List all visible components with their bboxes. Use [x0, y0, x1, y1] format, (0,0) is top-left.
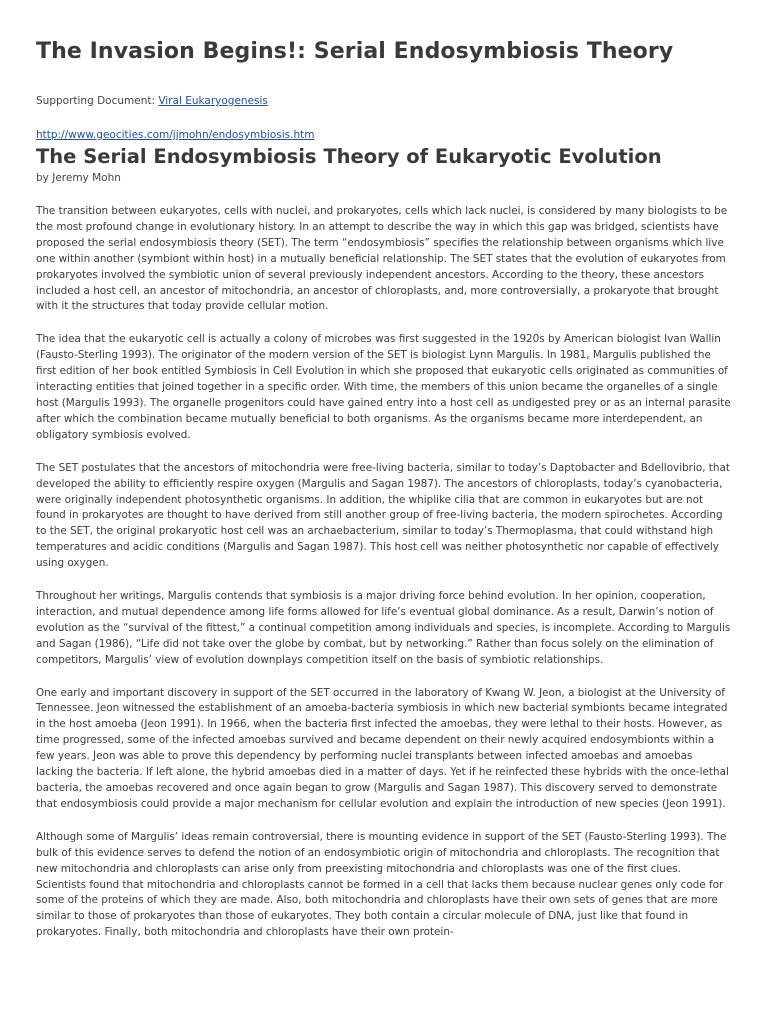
paragraph-3: The SET postulates that the ancestors of mitochondria were free-living bacteria, similar to today’s Daptobacter and Bdellovibrio, that developed the ability to efficiently respire oxygen (Margulis and Sagan 1987). The ancestors of chloroplasts, today’s cyanobacteria, were originally independent photosynthetic organisms. In addition, the whiplike cilia that are common in eukaryotes but are not found in prokaryotes are thought to have derived from still another group of free-living bacteria, the modern spirochetes. According to the SET, the original prokaryotic host cell was an archaebacterium, similar to today’s Thermoplasma, that could withstand high temperatures and acidic conditions (Margulis and Sagan 1987). This host cell was neither photosynthetic nor capable of effectively using oxygen.	[36, 461, 730, 570]
article-body	[36, 204, 732, 941]
paragraph-1: The transition between eukaryotes, cells with nuclei, and prokaryotes, cells which lack nuclei, is considered by many biologists to be the most profound change in evolutionary history. In an attempt to describe the way in which this gap was bridged, scientists have proposed the serial endosymbiosis theory (SET). The term “endosymbiosis” specifies the relationship between organisms which live one within another (symbiont within host) in a mutually beneficial relationship. The SET states that the evolution of eukaryotes from prokaryotes involved the symbiotic union of several previously independent ancestors. According to the theory, these ancestors included a host cell, an ancestor of mitochondria, an ancestor of chloroplasts, and, more controversially, a prokaryote that brought with it the structures that today provide cellular motion.	[36, 205, 728, 313]
paragraph-2: The idea that the eukaryotic cell is actually a colony of microbes was first suggested in the 1920s by American biologist Ivan Wallin (Fausto-Sterling 1993). The originator of the modern version of the SET is biologist Lynn Margulis. In 1981, Margulis published the first edition of her book entitled Symbiosis in Cell Evolution in which she proposed that eukaryotic cells originated as communities of interacting entities that joined together in a specific order. With time, the members of this union became the organelles of a single host (Margulis 1993). The organelle progenitors could have gained entry into a host cell as undigested prey or as an internal parasite after which the combination became mutually beneficial to both organisms. As the organisms became more interdependent, an obligatory symbiosis evolved.	[36, 333, 731, 441]
page-title: The Invasion Begins!: Serial Endosymbiosis Theory	[36, 39, 674, 64]
supporting-document-line	[36, 94, 732, 108]
paragraph-5: One early and important discovery in support of the SET occurred in the laboratory of Kwang W. Jeon, a biologist at the University of Tennessee. Jeon witnessed the establishment of an amoeba-bacteria symbiosis in which new bacterial symbionts became integrated in the host amoeba (Jeon 1991). In 1966, when the bacteria first infected the amoebas, they were lethal to their hosts. However, as time progressed, some of the infected amoebas survived and became dependent on their newly acquired endosymbionts within a few years. Jeon was able to prove this dependency by performing nuclei transplants between infected amoebas and amoebas lacking the bacteria. If left alone, the hybrid amoebas died in a matter of days. Yet if he reinfected these hybrids with the once-lethal bacteria, the amoebas recovered and once again began to grow (Margulis and Sagan 1987). This discovery served to demonstrate that endosymbiosis could provide a major mechanism for cellular evolution and explain the introduction of new species (Jeon 1991).	[36, 686, 729, 810]
article-title: The Serial Endosymbiosis Theory of Eukaryotic Evolution	[36, 145, 662, 168]
supporting-document-label: Supporting Document:	[36, 95, 159, 107]
source-url-link[interactable]: http://www.geocities.com/jjmohn/endosymbiosis.htm	[36, 129, 315, 141]
supporting-document-link[interactable]: Viral Eukaryogenesis	[158, 95, 268, 107]
author-byline: by Jeremy Mohn	[36, 172, 121, 184]
paragraph-4: Throughout her writings, Margulis contends that symbiosis is a major driving force behind evolution. In her opinion, cooperation, interaction, and mutual dependence among life forms allowed for life’s eventual global dominance. As a result, Darwin’s notion of evolution as the “survival of the fittest,” a continual competition among individuals and species, is incomplete. According to Margulis and Sagan (1986), “Life did not take over the globe by combat, but by networking.” Rather than focus solely on the elimination of competitors, Margulis’ view of evolution downplays competition itself on the basis of symbiotic relationships.	[36, 590, 731, 666]
paragraph-6: Although some of Margulis’ ideas remain controversial, there is mounting evidence in support of the SET (Fausto-Sterling 1993). The bulk of this evidence serves to defend the notion of an endosymbiotic origin of mitochondria and chloroplasts. The recognition that new mitochondria and chloroplasts can arise only from preexisting mitochondria and chloroplasts was one of the first clues. Scientists found that mitochondria and chloroplasts cannot be formed in a cell that lacks them because nuclear genes only code for some of the proteins of which they are made. Also, both mitochondria and chloroplasts have their own sets of genes that are more similar to those of prokaryotes than those of eukaryotes. They both contain a circular molecule of DNA, just like that found in prokaryotes. Finally, both mitochondria and chloroplasts have their own protein-	[36, 830, 727, 939]
source-url-line	[36, 128, 732, 142]
